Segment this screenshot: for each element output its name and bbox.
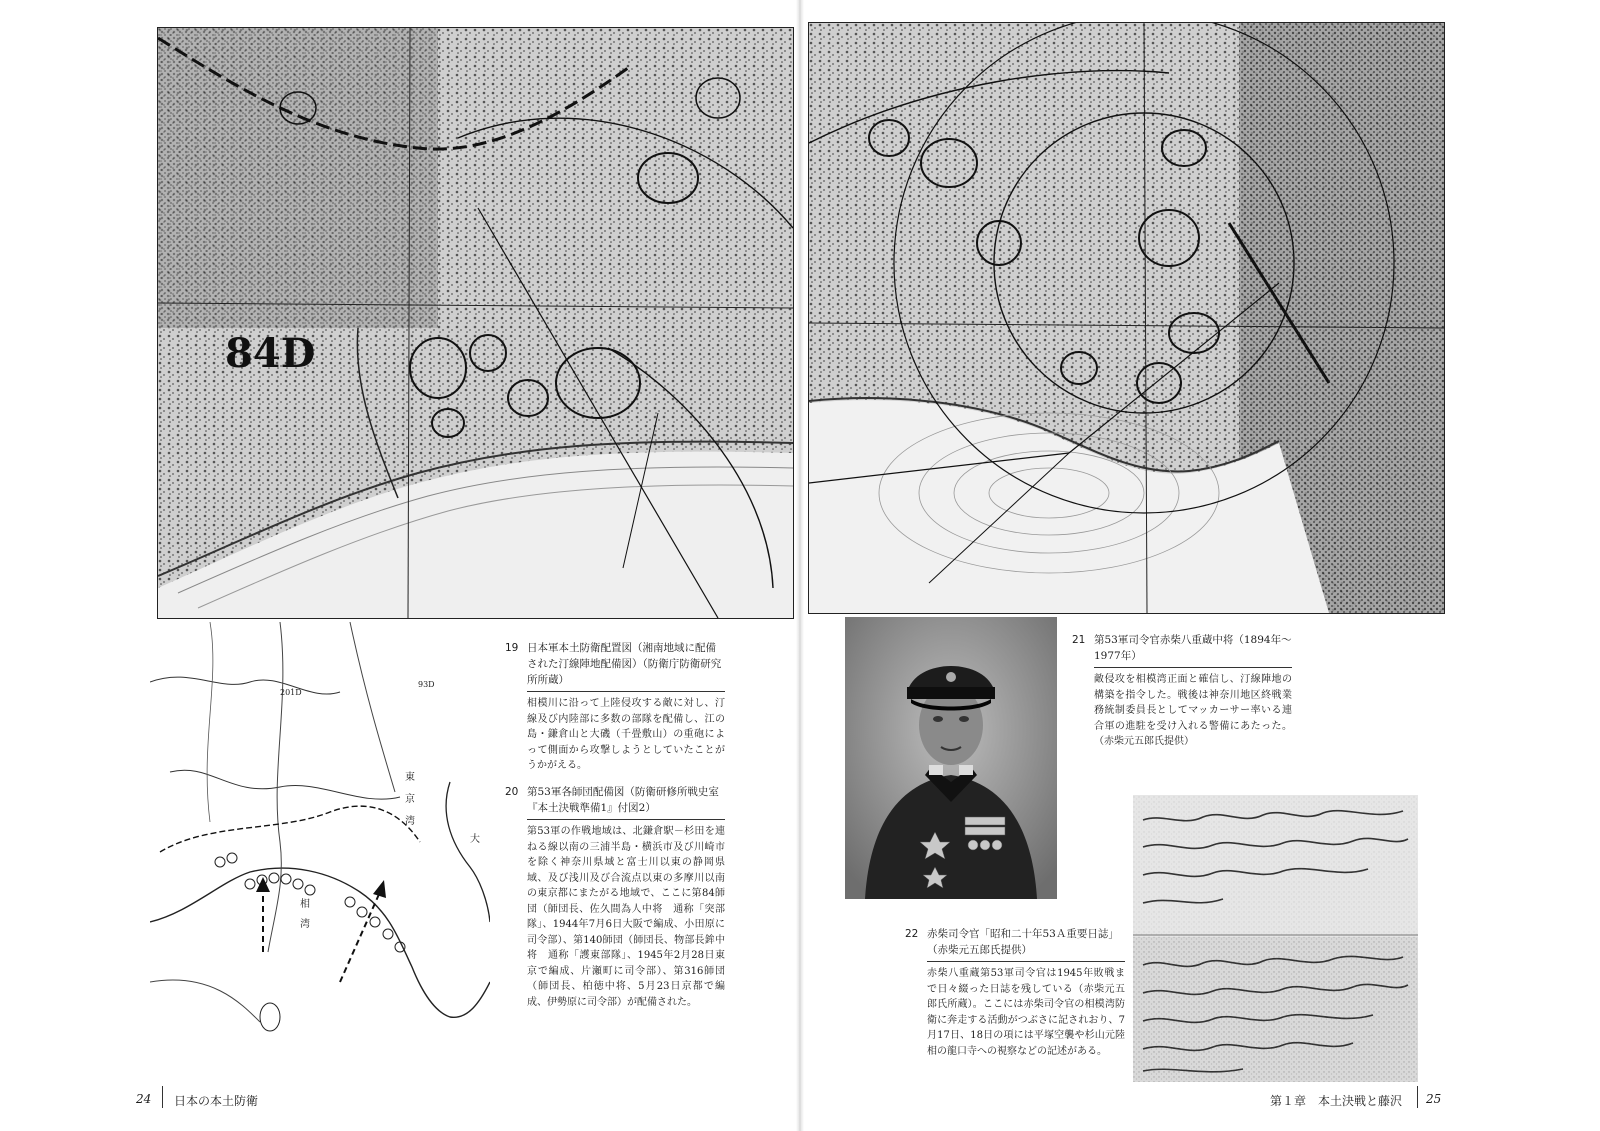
running-head: 第１章 本土決戦と藤沢	[1270, 1094, 1403, 1108]
53rd-army-deployment-map	[150, 622, 490, 1042]
small-map-label-wan1: 湾	[405, 816, 415, 827]
portrait-akashiba	[845, 617, 1057, 899]
footer-divider	[162, 1086, 163, 1108]
caption-19	[505, 640, 725, 774]
small-map-label-201d: 201D	[280, 688, 302, 697]
footer-divider	[1417, 1086, 1418, 1108]
map-division-label-84d: 84D	[225, 330, 316, 377]
akashiba-diary-photo	[1133, 795, 1418, 1082]
caption-number: 22	[905, 928, 919, 940]
caption-20	[505, 784, 725, 1010]
caption-number: 20	[505, 786, 519, 798]
small-map-label-wan2: 湾	[300, 919, 310, 930]
shonan-defence-map-left	[157, 27, 794, 619]
right-page	[800, 0, 1600, 1131]
small-map-label-o: 大	[470, 834, 480, 845]
caption-body: 敵侵攻を相模湾正面と確信し、汀線陣地の構築を指令した。戦後は神奈川地区終戦業務統制委員長としてマッカーサー率いる連合軍の進駐を受け入れる警備にあたった。（赤柴元五郎氏提供）	[1094, 674, 1292, 747]
caption-title: 日本軍本土防衛配置図（湘南地域に配備された汀線陣地配備図）（防衛庁防衛研究所所蔵）	[527, 640, 725, 692]
caption-title: 第53軍司令官赤柴八重蔵中将（1894年～1977年）	[1094, 632, 1292, 668]
page-number: 24	[136, 1092, 152, 1106]
small-map-label-to: 東	[405, 772, 415, 783]
caption-title: 赤柴司令官「昭和二十年53Ａ重要日誌」（赤柴元五郎氏提供）	[927, 926, 1125, 962]
running-head: 日本の本土防衛	[174, 1094, 259, 1108]
caption-22	[905, 926, 1125, 1059]
small-map-label-93d: 93D	[418, 680, 435, 689]
caption-21	[1072, 632, 1292, 750]
caption-number: 21	[1072, 634, 1086, 646]
page-number: 25	[1426, 1092, 1442, 1106]
caption-body: 第53軍の作戦地域は、北鎌倉駅－杉田を連ねる線以南の三浦半島・横浜市及び川崎市を除く神奈川県域と富士川以東の静岡県域、及び浅川及び合流点以東の多摩川以南の東京都にまたがる地域で、ここに第84師団（師団長、佐久間為人中将 通称「突部隊」、1944年7月6日大阪で編成、小田原に司令部）、第140師団（師団長、物部長鉾中将 通称「護東部隊」、1945年2月28日東京で編成、片瀬町に司令部）、第316師団（師団長、柏徳中将、5月23日京都で編成、伊勢原に司令部）が配備された。	[527, 826, 725, 1008]
caption-title: 第53軍各師団配備図（防衛研修所戦史室『本土決戦準備1』付図2）	[527, 784, 725, 820]
caption-number: 19	[505, 642, 519, 654]
shonan-defence-map-right	[808, 22, 1445, 614]
small-map-label-sagami: 相	[300, 899, 310, 910]
caption-body: 赤柴八重蔵第53軍司令官は1945年敗戦まで日々綴った日誌を残している（赤柴元五郎氏所蔵）。ここには赤柴司令官の相模湾防衛に奔走する活動がつぶさに記されおり、7月17日、18日の項には平塚空襲や杉山元陸相の龍口寺への視察などの記述がある。	[927, 968, 1125, 1057]
caption-body: 相模川に沿って上陸侵攻する敵に対し、汀線及び内陸部に多数の部隊を配備し、江の島・鎌倉山と大磯（千畳敷山）の重砲によって側面から攻撃しようとしていたことがうかがえる。	[527, 698, 725, 771]
small-map-label-kyo: 京	[405, 794, 415, 805]
